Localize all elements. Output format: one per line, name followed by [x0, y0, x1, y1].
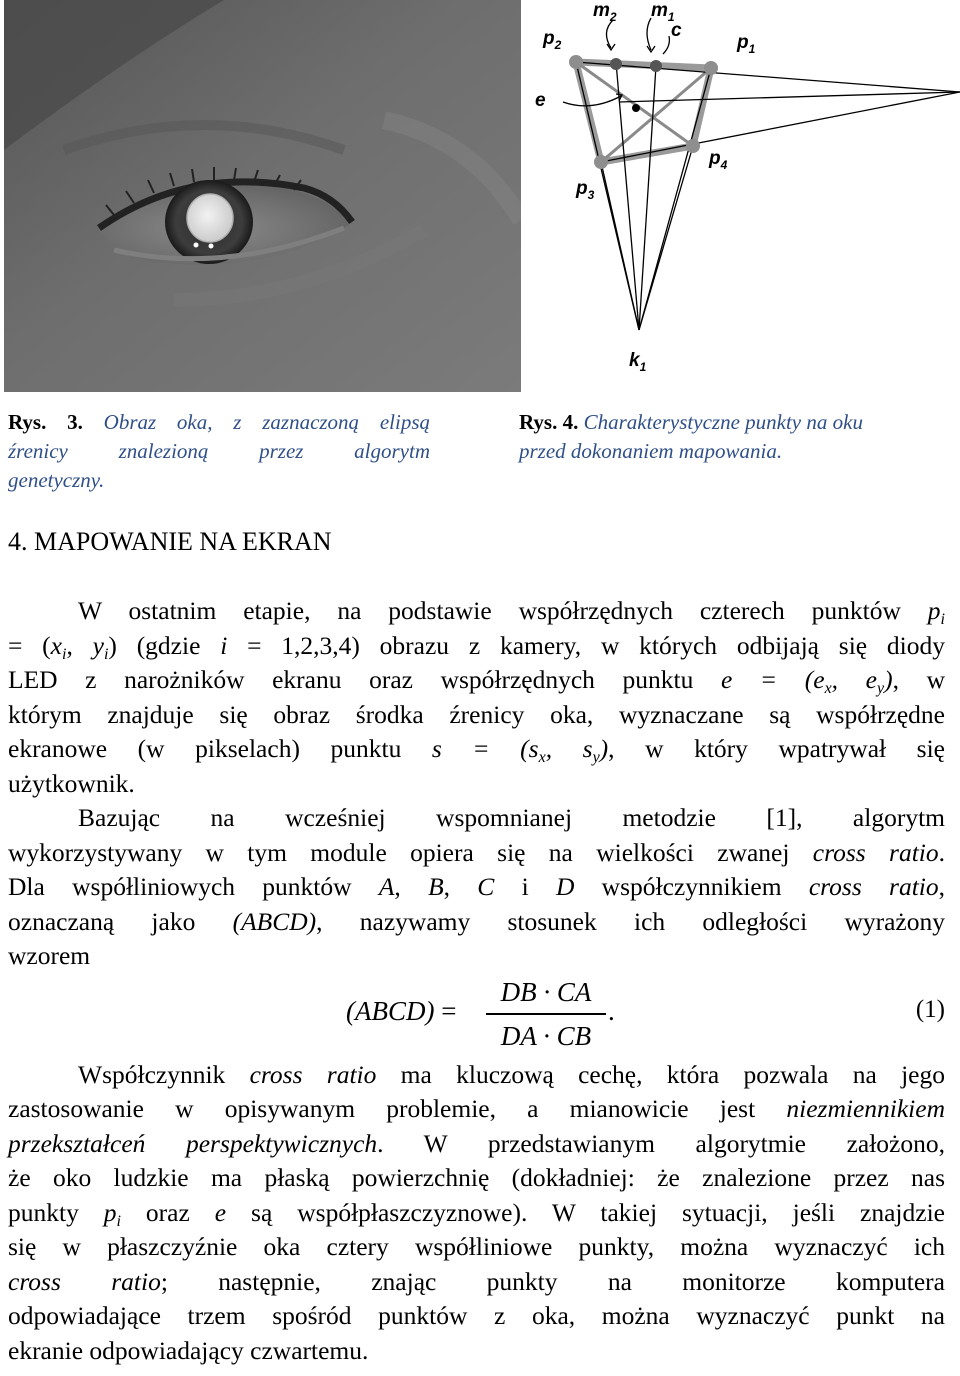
paragraph-3: [8, 1058, 945, 1369]
pupil-ellipse: [187, 194, 233, 242]
text-line: że oko ludzkie ma płaską powierzchnię (dokładniej: że znalezione przez nas: [8, 1163, 945, 1192]
text-line: Współczynnik cross ratio ma kluczową cechę, która pozwala na jego: [78, 1059, 945, 1089]
equation-lhs: (ABCD) =: [346, 995, 457, 1026]
text-line: wykorzystywany w tym module opiera się na wielkości zwanej cross ratio.: [8, 837, 945, 867]
label-p3: $p_3$: [576, 178, 595, 202]
text-line: Dla współliniowych punktów A, B, C i D współczynnikiem cross ratio,: [8, 872, 945, 901]
equation-fraction: [486, 974, 606, 1054]
section-title: 4. MAPOWANIE NA EKRAN: [8, 527, 332, 556]
body-text: [8, 594, 945, 1368]
label-k1: $k_1$: [629, 350, 647, 374]
caption-text: Obraz oka, z zaznaczoną elipsą: [103, 410, 430, 434]
eye-photo: [4, 0, 521, 392]
eye-points-diagram: [521, 0, 960, 392]
text-line: ekranie odpowiadający czwartemu.: [8, 1335, 369, 1365]
point-p2: [569, 55, 583, 69]
caption-label: Rys. 4.: [519, 410, 579, 434]
text-line: punkty $p_i$ oraz e są współpłaszczyznowe). W takiej sytuacji, jeśli znajdzie: [8, 1197, 945, 1230]
text-line: zastosowanie w opisywanym problemie, a mianowicie jest niezmiennikiem: [8, 1094, 945, 1123]
projection-line: [601, 162, 639, 330]
figure-4-caption: [519, 408, 959, 466]
text-line: Bazując na wcześniej wspomnianej metodzie [1], algorytm: [78, 803, 945, 832]
equation-number: (1): [915, 995, 945, 1023]
projection-line: [576, 62, 960, 92]
projection-line: [639, 66, 656, 330]
paragraph-1: [8, 594, 945, 801]
text-line: się w płaszczyźnie oka cztery współliniowe punkty, można wyznaczyć ich: [8, 1232, 945, 1261]
label-c: c: [671, 20, 682, 41]
label-p2: $p_2$: [543, 28, 562, 52]
figure-3-caption: [8, 408, 430, 495]
equation-1: [8, 974, 945, 1058]
point-m1: [650, 60, 662, 72]
caption-text: Charakterystyczne punkty na oku: [583, 410, 863, 434]
projection-line: [601, 92, 960, 162]
text-line: użytkownik.: [8, 768, 135, 798]
text-line: = ($x_i$, $y_i$) (gdzie i = 1,2,3,4) obrazu z kamery, w których odbijają się diody: [8, 630, 945, 663]
caption-label: Rys. 3.: [8, 410, 83, 434]
label-e: e: [535, 90, 546, 111]
arrow-c: [663, 36, 669, 54]
projection-line: [619, 92, 960, 102]
projection-line: [639, 68, 711, 330]
label-m2: $m_2$: [593, 0, 617, 24]
point-p4: [686, 139, 700, 153]
text-line: przekształceń perspektywicznych. W przedstawianym algorytmie założono,: [8, 1128, 946, 1158]
text-line: wzorem: [8, 941, 91, 970]
arrow-e: [563, 96, 621, 106]
caption-text: genetyczny.: [8, 468, 105, 492]
point-p1: [704, 61, 718, 75]
caption-text: źrenicy znalezioną przez algorytm: [8, 439, 430, 463]
text-line: którym znajduje się obraz środka źrenicy oka, wyznaczane są współrzędne: [8, 699, 945, 729]
label-p4: $p_4$: [709, 148, 728, 172]
point-e: [632, 104, 640, 112]
text-line: odpowiadające trzem spośród punktów z oka, można wyznaczyć punkt na: [8, 1301, 945, 1330]
text-line: W ostatnim etapie, na podstawie współrzędnych czterech punktów $p_i$: [78, 596, 945, 628]
text-line: oznaczaną jako (ABCD), nazywamy stosunek ich odległości wyrażony: [8, 906, 946, 936]
label-p1: $p_1$: [737, 32, 756, 56]
point-p3: [594, 155, 608, 169]
projection-line: [639, 146, 693, 330]
equation-numerator: DB · CA: [500, 976, 592, 1007]
equation-denominator: DA · CB: [500, 1020, 592, 1051]
text-line: LED z narożników ekranu oraz współrzędnych punktu $e = (e_x$, $e_y$), w: [8, 665, 945, 697]
text-line: cross ratio; następnie, znając punkty na monitorze komputera: [8, 1266, 945, 1296]
equation-period: .: [608, 995, 615, 1026]
caption-text: przed dokonaniem mapowania.: [519, 439, 783, 463]
label-m1: $m_1$: [651, 0, 675, 24]
fraction-bar: [486, 1013, 606, 1015]
arrow-m1: [647, 18, 651, 50]
paragraph-2: [8, 801, 945, 974]
text-line: ekranowe (w pikselach) punktu $s = (s_x$, $s_y$), w który wpatrywał się: [8, 734, 945, 766]
point-m2: [610, 58, 622, 70]
